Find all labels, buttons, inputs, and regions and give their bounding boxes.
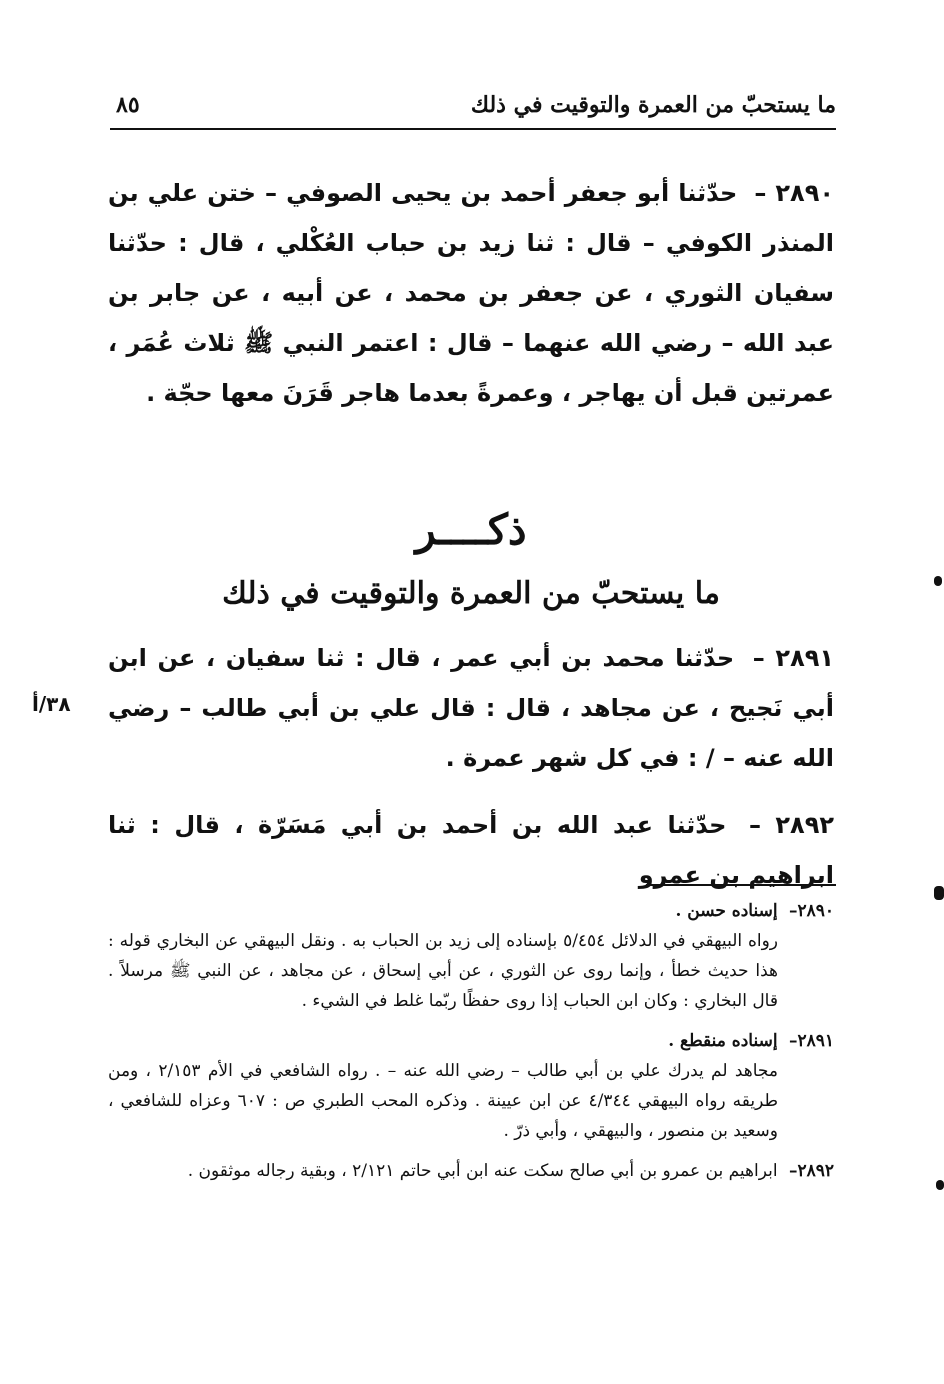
page-number: ٨٥ [116, 92, 140, 118]
page-header [110, 92, 836, 130]
hadith-text: حدّثنا محمد بن أبي عمر ، قال : ثنا سفيان ، عن ابن أبي نَجيح ، عن مجاهد ، قال : قال علي بن أبي طالب – رضي الله عنه – / : في كل شهر عمرة . [108, 644, 834, 772]
section-heading [108, 500, 834, 622]
manuscript-folio-ref: ٣٨/أ [32, 692, 71, 716]
footnote-body: مجاهد لم يدرك علي بن أبي طالب – رضي الله عنه – . رواه الشافعي في الأم ٢/١٥٣ ، ومن طريقه رواه البيهقي ٤/٣٤٤ عن ابن عيينة . وذكره المحب الطبري ص : ٦٠٧ وعزاه للشافعي ، وسعيد بن منصور ، والبيهقي ، وأبي ذرّ . [108, 1061, 779, 1141]
section-title: ما يستحبّ من العمرة والتوقيت في ذلك [222, 576, 720, 611]
footnote-number: ٢٨٩٠– [788, 901, 834, 921]
footnote-number: ٢٨٩١– [788, 1031, 834, 1051]
footnote-2891 [108, 1026, 834, 1146]
footnote-head: إسناده منقطع . [668, 1031, 778, 1051]
footnote-head: إسناده حسن . [675, 901, 778, 921]
hadith-number: ٢٨٩٠ – [754, 179, 834, 207]
footnote-body: رواه البيهقي في الدلائل ٥/٤٥٤ بإسناده إلى زيد بن الحباب به . ونقل البيهقي عن البخاري قوله : هذا حديث خطأ ، وإنما روى عن الثوري ، عن أبي إسحاق ، عن مجاهد ، عن النبي ﷺ مرسلاً . قال البخاري : وكان ابن الحباب إذا روى حفظًا ربّما غلط في الشيء . [108, 931, 779, 1011]
hadith-text: حدّثنا عبد الله بن أحمد بن أبي مَسَرّة ، قال : ثنا ابراهيم بن عمرو [108, 811, 834, 889]
footnotes [108, 896, 834, 1196]
hadith-2890 [108, 168, 834, 418]
footnote-2892 [108, 1156, 834, 1186]
scan-mark [934, 886, 944, 900]
running-title: ما يستحبّ من العمرة والتوقيت في ذلك [470, 92, 836, 118]
footnote-2890 [108, 896, 834, 1016]
footnote-number: ٢٨٩٢– [788, 1161, 834, 1181]
footnote-divider [646, 884, 836, 886]
hadith-text: حدّثنا أبو جعفر أحمد بن يحيى الصوفي – ختن علي بن المنذر الكوفي – قال : ثنا زيد بن حباب العُكْلي ، قال : حدّثنا سفيان الثوري ، عن جعفر بن محمد ، عن أبيه ، عن جابر بن عبد الله – رضي الله عنهما – قال : اعتمر النبي ﷺ ثلاث عُمَر ، عمرتين قبل أن يهاجر ، وعمرةً بعدما هاجر قَرَنَ معها حجّة . [108, 179, 834, 407]
hadith-number: ٢٨٩٢ – [748, 811, 834, 839]
section-dhikr: ذكــــر [415, 505, 527, 554]
hadith-number: ٢٨٩١ – [752, 644, 835, 672]
footnote-body: ابراهيم بن عمرو بن أبي صالح سكت عنه ابن أبي حاتم ٢/١٢١ ، وبقية رجاله موثقون . [187, 1161, 778, 1181]
hadith-2891 [108, 633, 834, 783]
scan-mark [936, 1180, 944, 1190]
scan-mark [934, 576, 942, 586]
